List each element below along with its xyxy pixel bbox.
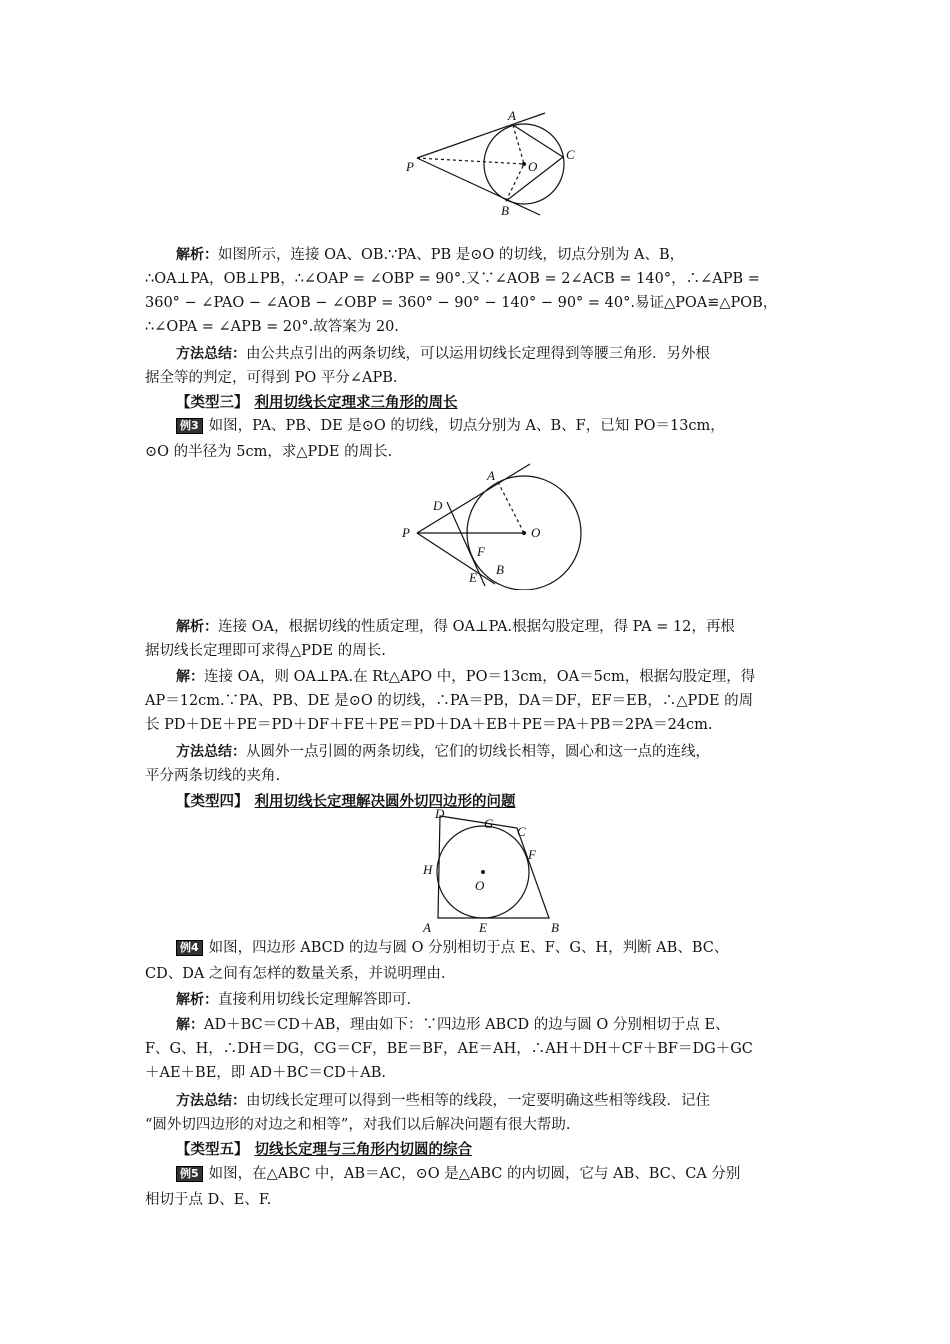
summary4-line2: “圆外切四边形的对边之和相等”，对我们以后解决问题有很大帮助.: [145, 1117, 571, 1133]
type5-heading: 【类型五】 切线长定理与三角形内切圆的综合: [176, 1142, 472, 1158]
summary4-line1: 方法总结：由切线长定理可以得到一些相等的线段，一定要明确这些相等线段．记住: [176, 1093, 710, 1109]
label-b: B: [551, 920, 559, 935]
type3-heading: 【类型三】 利用切线长定理求三角形的周长: [176, 395, 458, 411]
label-f: F: [528, 847, 536, 862]
analysis4-line1: 解析：直接利用切线长定理解答即可.: [176, 992, 412, 1008]
answer4-line3: ＋AE＋BE，即 AD＋BC＝CD＋AB.: [145, 1065, 386, 1081]
label-c: C: [517, 824, 526, 839]
label-a: A: [508, 108, 516, 123]
segment-oa: [498, 482, 524, 533]
solution1-line2: ∴OA⊥PA，OB⊥PB，∴∠OAP = ∠OBP = 90°.又∵∠AOB = 2∠ACB = 140°，∴∠APB =: [145, 271, 760, 287]
label-d: D: [435, 806, 445, 821]
label-g: G: [484, 816, 494, 831]
figure-tangent-angle: [395, 105, 595, 225]
label-e: E: [469, 570, 477, 585]
label-o: O: [528, 159, 538, 174]
example4-line1: 例4 如图，四边形 ABCD 的边与圆 O 分别相切于点 E、F、G、H，判断 AB、BC、: [176, 936, 810, 960]
solution1-line3: 360° − ∠PAO − ∠AOB − ∠OBP = 360° − 90° − 140° − 90° = 40°.易证△POA≌△POB，: [145, 295, 778, 311]
example3-line2: ⊙O 的半径为 5cm，求△PDE 的周长.: [145, 444, 393, 460]
example5-line2: 相切于点 D、E、F.: [145, 1192, 272, 1208]
example3-line1: 例3 如图，PA、PB、DE 是⊙O 的切线，切点分别为 A、B、F，已知 PO＝13cm，: [176, 414, 810, 438]
summary3-line2: 平分两条切线的夹角.: [145, 768, 281, 784]
example3-badge: 例3: [176, 418, 203, 434]
example5-line1: 例5 如图，在△ABC 中，AB＝AC，⊙O 是△ABC 的内切圆，它与 AB、BC、CA 分别: [176, 1162, 810, 1186]
tangent-pa: [417, 113, 545, 158]
analysis3-line2: 据切线长定理即可求得△PDE 的周长.: [145, 643, 386, 659]
quadrilateral-abcd: [438, 816, 549, 918]
label-f: F: [477, 544, 485, 559]
label-d: D: [433, 498, 443, 513]
type4-heading: 【类型四】 利用切线长定理解决圆外切四边形的问题: [176, 794, 516, 810]
figure-triangle-perimeter: [395, 460, 595, 590]
answer3-line2: AP＝12cm.∵PA、PB、DE 是⊙O 的切线，∴PA＝PB，DA＝DF，EF＝EB，∴△PDE 的周: [145, 693, 754, 709]
answer3-line3: 长 PD＋DE＋PE＝PD＋DF＋FE＋PE＝PD＋DA＋EB＋PE＝PA＋PB＝2PA＝24cm.: [145, 717, 713, 733]
summary3-line1: 方法总结：从圆外一点引圆的两条切线，它们的切线长相等，圆心和这一点的连线，: [176, 744, 710, 760]
answer3-line1: 解：连接 OA，则 OA⊥PA.在 Rt△APO 中，PO＝13cm，OA＝5cm，根据勾股定理，得: [176, 669, 756, 685]
example4-badge: 例4: [176, 940, 203, 956]
example4-line2: CD、DA 之间有怎样的数量关系，并说明理由.: [145, 966, 446, 982]
label-a: A: [487, 468, 495, 483]
tangent-pb: [417, 158, 540, 215]
analysis3-line1: 解析：连接 OA，根据切线的性质定理，得 OA⊥PA.根据勾股定理，得 PA = 12，再根: [176, 619, 735, 635]
label-p: P: [406, 159, 414, 174]
chord-ac: [513, 125, 563, 157]
summary1-line2: 据全等的判定，可得到 PO 平分∠APB.: [145, 370, 398, 386]
solution1-line1: 解析：如图所示，连接 OA、OB.∵PA、PB 是⊙O 的切线，切点分别为 A、B，: [176, 247, 685, 263]
label-p: P: [402, 525, 410, 540]
label-h: H: [423, 862, 433, 877]
answer4-line1: 解：AD＋BC＝CD＋AB，理由如下：∵四边形 ABCD 的边与圆 O 分别相切于点 E、: [176, 1017, 730, 1033]
segment-po: [417, 158, 524, 164]
label-o: O: [475, 878, 485, 893]
figure-circumscribed-quadrilateral: [415, 806, 575, 936]
label-b: B: [496, 562, 504, 577]
segment-ob: [506, 164, 524, 201]
solution1-line4: ∴∠OPA = ∠APB = 20°.故答案为 20.: [145, 319, 399, 335]
label-a: A: [423, 920, 431, 935]
label-c: C: [566, 147, 575, 162]
example5-badge: 例5: [176, 1166, 203, 1182]
label-b: B: [501, 203, 509, 218]
summary1-line1: 方法总结：由公共点引出的两条切线，可以运用切线长定理得到等腰三角形．另外根: [176, 346, 710, 362]
answer4-line2: F、G、H，∴DH＝DG，CG＝CF，BE＝BF，AE＝AH，∴AH＋DH＋CF＋BF＝DG＋GC: [145, 1041, 753, 1057]
label-e: E: [479, 920, 487, 935]
label-o: O: [531, 525, 541, 540]
